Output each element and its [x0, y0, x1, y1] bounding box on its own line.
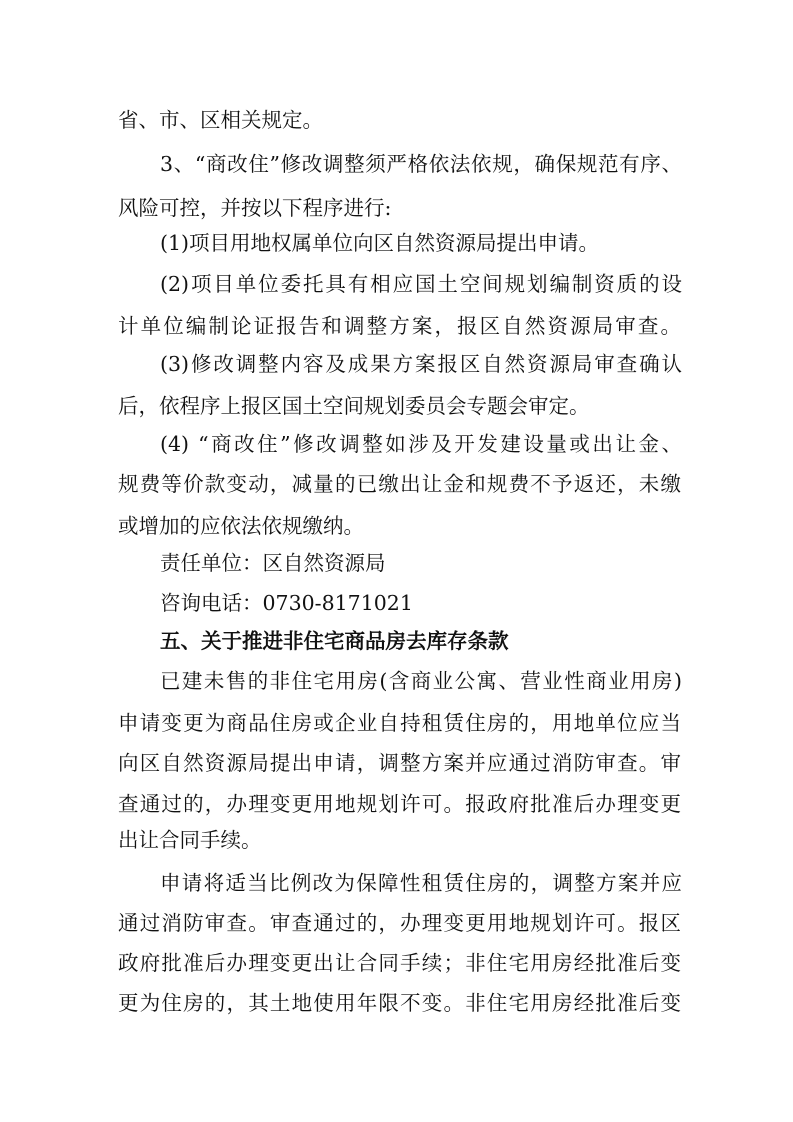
text-line: 责任单位：区自然资源局: [160, 551, 386, 575]
text-line: 政府批准后办理变更出让合同手续；非住宅用房经批准后变: [118, 951, 681, 975]
text-line: 计单位编制论证报告和调整方案，报区自然资源局审查。: [118, 314, 681, 338]
text-line: (3)修改调整内容及成果方案报区自然资源局审查确认: [160, 352, 682, 376]
text-line: 或增加的应依法依规缴纳。: [118, 514, 364, 538]
text-line: 已建未售的非住宅用房(含商业公寓、营业性商业用房): [160, 669, 682, 693]
text-line: 向区自然资源局提出申请，调整方案并应通过消防审查。审: [118, 751, 681, 775]
text-line: 申请变更为商品住房或企业自持租赁住房的，用地单位应当: [118, 711, 681, 735]
text-line: 通过消防审查。审查通过的，办理变更用地规划许可。报区: [118, 911, 681, 935]
text-line: 省、市、区相关规定。: [118, 108, 323, 132]
text-line: 3、“商改住”修改调整须严格依法依规，确保规范有序、: [160, 152, 682, 176]
text-line: 咨询电话：0730-8171021: [160, 591, 413, 615]
text-line: (4) “商改住”修改调整如涉及开发建设量或出让金、: [160, 432, 682, 456]
text-line: 更为住房的，其土地使用年限不变。非住宅用房经批准后变: [118, 991, 681, 1015]
section-heading: 五、关于推进非住宅商品房去库存条款: [160, 629, 509, 653]
text-line: 后，依程序上报区国土空间规划委员会专题会审定。: [118, 394, 590, 418]
text-line: 申请将适当比例改为保障性租赁住房的，调整方案并应: [160, 871, 682, 895]
text-line: 查通过的，办理变更用地规划许可。报政府批准后办理变更: [118, 792, 681, 816]
text-line: 风险可控，并按以下程序进行:: [118, 196, 392, 220]
text-line: 出让合同手续。: [118, 828, 262, 852]
text-line: (2)项目单位委托具有相应国土空间规划编制资质的设: [160, 272, 682, 296]
text-line: 规费等价款变动，减量的已缴出让金和规费不予返还，未缴: [118, 472, 681, 496]
text-line: (1)项目用地权属单位向区自然资源局提出申请。: [160, 231, 600, 255]
